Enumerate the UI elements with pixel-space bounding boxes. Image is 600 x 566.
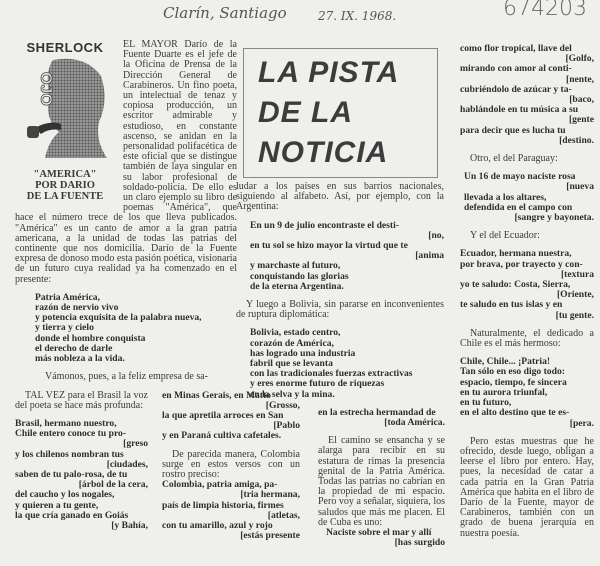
chile-intro: Naturalmente, el dedicado a Chile es el más hermoso: <box>460 327 594 350</box>
verse-line: Chile, Chile... ¡Patria! <box>460 356 551 368</box>
column-title-line: NOTICIA <box>258 136 389 169</box>
column-title-line: LA PISTA <box>258 56 400 89</box>
poem-cuba-part1 <box>318 528 445 548</box>
poem-argentina <box>236 221 444 292</box>
verse-line: país de limpia historia, firmes <box>162 499 284 511</box>
verse-line: corazón de América, <box>250 337 334 349</box>
colombia-intro: De parecida manera, Colombia surge en estos versos con un rostro preciso: <box>162 448 300 480</box>
verse-line: [greso <box>123 438 148 450</box>
verse-line: por brava, por trayecto y con- <box>460 258 583 270</box>
verse-line: y eres enorme futuro de riquezas <box>250 378 385 390</box>
center-section <box>236 182 444 400</box>
verse-line: con las tradicionales fuerzas extractivas <box>250 368 413 380</box>
brasil-intro: TAL VEZ para el Brasil la voz del poeta se hace más profunda: <box>15 389 148 411</box>
verse-line: [Oriente, <box>556 289 594 301</box>
verse-line: y los chilenos nombran tus <box>15 448 124 460</box>
verse-line: y tierra y cielo <box>35 322 94 334</box>
handwritten-archive-number: 674203 <box>503 0 587 21</box>
verse-line: el derecho de darle <box>35 342 113 354</box>
poem-america <box>15 293 237 364</box>
center-side <box>236 48 444 549</box>
verse-line: [sangre y bayoneta. <box>514 212 594 224</box>
column-title-box <box>243 48 438 178</box>
verse-line: Naciste sobre el mar y allí <box>326 527 432 539</box>
verse-line: [anima <box>415 250 444 262</box>
verse-line: [textura <box>560 268 594 280</box>
saludar-paragraph: ludar a los países en sus barrios nacionales, siguiendo al alfabeto. Así, por ejemplo, con la Argentina: <box>236 181 444 213</box>
verse-line: [has surgido <box>394 537 445 549</box>
verse-line: Brasil, hermano nuestro, <box>15 417 117 429</box>
verse-line: [nente, <box>566 73 594 85</box>
verse-line: te saludo en tus islas y en <box>460 299 563 311</box>
verse-line: conquistando las glorias <box>250 270 349 282</box>
verse-line: y quieren a tu gente, <box>15 499 99 511</box>
verse-line: saben de tu palo-rosa, de tu <box>15 468 128 480</box>
verse-line: [tria hermana, <box>240 489 300 501</box>
verse-line: [no, <box>428 229 444 241</box>
verse-line: [toda América. <box>384 417 445 429</box>
verse-line: defendida en el campo con <box>464 201 573 213</box>
verse-line: [Golfo, <box>565 53 594 65</box>
verse-line: del caucho y los nogales, <box>15 489 115 501</box>
verse-line: para decir que es lucha tu <box>460 124 566 136</box>
verse-line: Colombia, patria amiga, pa- <box>162 479 278 491</box>
sherlock-logo-portrait-image <box>15 40 115 158</box>
verse-line: [estás presente <box>240 530 300 542</box>
verse-line: donde el hombre conquista <box>35 332 146 344</box>
right-column <box>460 44 594 539</box>
poem-chile <box>460 357 594 428</box>
verse-line: como flor tropical, llave del <box>460 43 572 54</box>
verse-line: en la selva y la mina. <box>250 388 335 400</box>
verse-line: con tu amarillo, azul y rojo <box>162 519 273 531</box>
verse-line: en tu aurora triunfal, <box>460 386 548 398</box>
verse-line: Bolivia, estado centro, <box>250 327 341 339</box>
verse-line: Patria América, <box>35 291 100 303</box>
verse-line: [destino. <box>559 134 594 146</box>
verse-line: y potencia exquisita de la palabra nueva, <box>35 312 202 324</box>
column-photo <box>15 40 115 202</box>
verse-line: Chile entero conoce tu pro- <box>15 428 127 440</box>
verse-line: en la estrecha hermandad de <box>318 406 436 418</box>
verse-line: fabril que se levanta <box>250 358 333 370</box>
poem-colombia-end <box>318 408 445 428</box>
handwritten-date: 27. IX. 1968. <box>318 9 397 23</box>
intro-section <box>15 40 237 383</box>
verse-line: cubriéndolo de azúcar y ta- <box>460 83 572 95</box>
verse-line: en tu sol se hizo mayor la virtud que te <box>250 240 408 252</box>
verse-line: Un 16 de mayo naciste rosa <box>464 171 576 183</box>
verse-line: y marchaste al futuro, <box>250 260 341 272</box>
verse-line: [baco, <box>569 94 594 106</box>
ecuador-intro: Y el del Ecuador: <box>470 230 540 242</box>
verse-line: yo te saludo: Costa, Sierra, <box>460 279 571 291</box>
verse-line: [Pablo <box>273 420 300 432</box>
verse-line: [y Bahía, <box>111 519 148 531</box>
caption-line: DE LA FUENTE <box>26 191 104 203</box>
verse-line: [pera. <box>569 417 594 429</box>
verse-line: la que apretila arroces en San <box>162 409 284 421</box>
verse-line: hablándole en tu música a su <box>460 104 579 116</box>
verse-line: Ecuador, hermana nuestra, <box>460 248 572 260</box>
verse-line: mirando con amor al conti- <box>460 63 572 75</box>
brasil-column <box>15 391 148 532</box>
cuba-column <box>318 408 445 549</box>
svg-text:SHERLOCK: SHERLOCK <box>26 40 104 55</box>
poem-cuba-part2 <box>460 44 594 146</box>
verse-line: la que cría ganado en Goiás <box>15 509 129 521</box>
verse-line: Tan sólo en eso digo todo: <box>460 366 565 378</box>
svg-text:OJO: OJO <box>37 72 54 106</box>
verse-line: [árbol de la cera, <box>78 479 148 491</box>
poem-paraguay <box>460 172 594 223</box>
vamonos-paragraph: Vámonos, pues, a la feliz empresa de sa- <box>45 371 208 383</box>
verse-line: y en Paraná cultiva cafetales. <box>162 430 282 442</box>
intro-paragraph: EL MAYOR Darío de la Fuente Duarte es el jefe de la Oficina de Prensa de la Dirección General de Carabineros. Un fino poeta, un intelectual de tenaz y copiosa producción, un escritor admirable y estudioso, en constante ascenso, se anidan en la personalidad polifacética de este oficial que se distingue también de laya singular en su labor profesional de soldado-policía. De ello es un claro ejemplo su libro de poemas "América", que hace el número trece de los que lleva publicados. "América" es un canto de amor a la gran patria americana, a la unidad de todas las patrias del continente que nos domicilia. Darío de la Fuente expresa de donoso modo esta pasión poética, visionaria de un futuro cuya realidad ya ha comenzado en el presente: <box>15 39 237 285</box>
verse-line: [Grosso, <box>265 399 300 411</box>
verse-line: de la eterna Argentina. <box>250 280 344 292</box>
verse-line: llevada a los altares, <box>464 191 547 203</box>
paraguay-intro: Otro, el del Paraguay: <box>470 153 558 165</box>
verse-line: en tu futuro, <box>460 397 512 409</box>
verse-line: espacio, tiempo, fe sincera <box>460 376 567 388</box>
caption-line: "AMERICA" <box>33 169 97 181</box>
poem-brasil-part1 <box>15 419 148 531</box>
article-byline <box>15 169 115 202</box>
verse-line: más nobleza a la vida. <box>35 353 125 365</box>
closing-paragraph: Pero estas muestras que he ofrecido, desde luego, obligan a leerse el libro por entero. Hay, pues, la necesidad de catar a cada patria en la Gran Patria América que habita en el libro de Darío de la Fuente, mayor de Carabineros, también con un grado de buena jerarquía en nuestra poesía. <box>460 435 594 539</box>
caption-line: POR DARIO <box>35 180 95 192</box>
verse-line: [tu gente. <box>555 309 594 321</box>
verse-line: en Minas Gerais, en Matto <box>162 389 271 401</box>
verse-line: en el alto destino que te es- <box>460 407 570 419</box>
verse-line: [gente <box>568 114 594 126</box>
verse-line: [ciudades, <box>106 458 148 470</box>
verse-line: [atletas, <box>267 509 300 521</box>
verse-line: En un 9 de julio encontraste el desti- <box>250 219 399 231</box>
handwritten-source: Clarín, Santiago <box>163 4 287 22</box>
bolivia-intro: Y luego a Bolivia, sin pararse en inconvenientes de ruptura diplomática: <box>236 299 444 321</box>
verse-line: has logrado una industria <box>250 347 356 359</box>
column-title-line: DE LA <box>258 96 353 129</box>
verse-line: razón de nervio vivo <box>35 302 119 314</box>
poem-ecuador <box>460 249 594 320</box>
camino-paragraph: El camino se ensancha y se alarga para recibir en su estatura de rimas la presencia genital de la Patria América. Todas las patrias no cabrían en la propiedad de mi espacio. Pero voy a señalar, siquiera, los saludos que más me placen. El de Cuba es uno: <box>318 435 445 528</box>
verse-line: [nueva <box>566 181 594 193</box>
poem-bolivia <box>236 328 444 399</box>
